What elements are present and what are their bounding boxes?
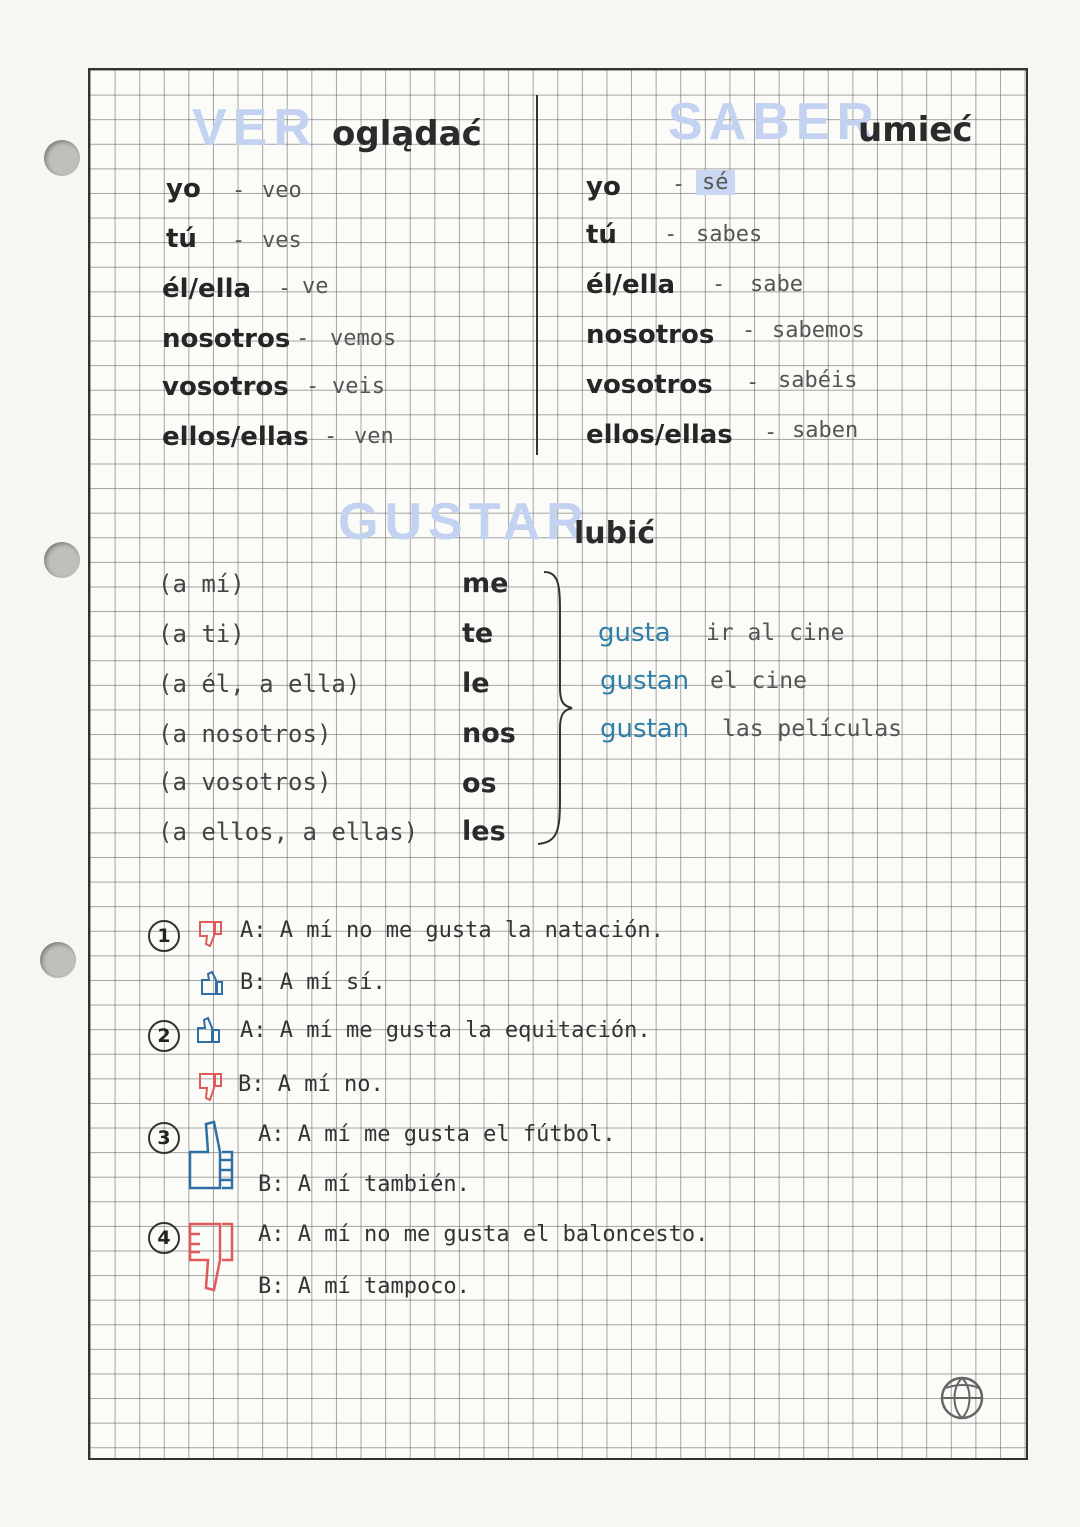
thumbs-down-icon (196, 918, 224, 948)
globe-logo-icon (938, 1374, 986, 1422)
dialogue-line-a: A: A mí no me gusta el baloncesto. (258, 1222, 709, 1247)
gustar-example-verb: gusta (598, 618, 671, 648)
saber-pronoun: yo (586, 172, 621, 202)
dialogue-line-b: B: A mí tampoco. (258, 1274, 470, 1299)
saber-form: sabe (750, 272, 803, 297)
saber-title: SABER (668, 93, 881, 151)
thumbs-down-icon (186, 1220, 238, 1296)
dialogue-number: 2 (148, 1020, 180, 1052)
binder-hole-3 (40, 942, 76, 978)
ver-form: veis (332, 374, 385, 399)
saber-form: sabéis (778, 368, 858, 393)
clitic-pronoun: les (462, 816, 506, 847)
ver-pronoun: ellos/ellas (162, 422, 309, 452)
dash: - (672, 172, 686, 197)
dialogue-line-a: A: A mí me gusta el fútbol. (258, 1122, 616, 1147)
ver-title: VER (192, 99, 317, 157)
dash: - (232, 178, 246, 203)
clitic-pronoun: me (462, 568, 509, 599)
binder-hole-1 (44, 140, 80, 176)
dash: - (712, 272, 726, 297)
clitic-pronoun: os (462, 768, 497, 799)
gustar-example-verb: gustan (600, 714, 690, 744)
curly-brace (530, 568, 580, 848)
dialogue-number: 1 (148, 920, 180, 952)
gustar-translation: lubić (574, 516, 656, 551)
ver-form: ven (354, 424, 394, 449)
dash: - (324, 424, 338, 449)
ver-form: vemos (330, 326, 397, 351)
binder-hole-2 (44, 542, 80, 578)
gustar-example-object: el cine (710, 668, 807, 694)
saber-translation: umieć (858, 110, 973, 150)
saber-form: sabes (696, 222, 763, 247)
dash: - (746, 370, 760, 395)
saber-form: saben (792, 418, 859, 443)
indirect-object: (a ellos, a ellas) (158, 818, 419, 846)
ver-form: ve (302, 274, 329, 299)
indirect-object: (a vosotros) (158, 768, 332, 796)
ver-pronoun: nosotros (162, 324, 291, 354)
gustar-example-verb: gustan (600, 666, 690, 696)
dialogue-number: 4 (148, 1222, 180, 1254)
dash: - (278, 276, 292, 301)
clitic-pronoun: nos (462, 718, 516, 749)
dash: - (306, 374, 320, 399)
thumbs-up-icon (198, 970, 224, 998)
dialogue-line-b: B: A mí también. (258, 1172, 470, 1197)
dash: - (764, 420, 778, 445)
thumbs-up-icon (194, 1016, 222, 1046)
saber-form: sabemos (772, 318, 865, 343)
gustar-example-object: las películas (722, 716, 903, 742)
ver-pronoun: tú (166, 224, 197, 254)
dash: - (742, 318, 756, 343)
gustar-example-object: ir al cine (706, 620, 845, 646)
saber-form: sé (696, 170, 735, 195)
thumbs-up-icon (186, 1116, 238, 1192)
indirect-object: (a él, a ella) (158, 670, 361, 698)
dialogue-number: 3 (148, 1122, 180, 1154)
dialogue-line-a: A: A mí me gusta la equitación. (240, 1018, 651, 1043)
ver-translation: oglądać (332, 114, 482, 154)
indirect-object: (a nosotros) (158, 720, 332, 748)
saber-pronoun: él/ella (586, 270, 676, 300)
ver-pronoun: él/ella (162, 274, 252, 304)
dialogue-line-b: B: A mí sí. (240, 970, 386, 995)
saber-pronoun: nosotros (586, 320, 715, 350)
ver-form: veo (262, 178, 302, 203)
indirect-object: (a mí) (158, 570, 245, 598)
clitic-pronoun: le (462, 668, 490, 699)
thumbs-down-icon (196, 1070, 224, 1102)
saber-pronoun: ellos/ellas (586, 420, 733, 450)
ver-pronoun: vosotros (162, 372, 289, 402)
clitic-pronoun: te (462, 618, 494, 649)
dash: - (232, 228, 246, 253)
ver-form: ves (262, 228, 302, 253)
saber-pronoun: vosotros (586, 370, 713, 400)
gustar-title: GUSTAR (338, 493, 590, 551)
ver-pronoun: yo (166, 174, 201, 204)
dialogue-line-a: A: A mí no me gusta la natación. (240, 918, 664, 943)
column-divider (536, 95, 538, 455)
dialogue-line-b: B: A mí no. (238, 1072, 384, 1097)
indirect-object: (a ti) (158, 620, 245, 648)
dash: - (664, 222, 678, 247)
dash: - (296, 326, 310, 351)
saber-pronoun: tú (586, 220, 617, 250)
